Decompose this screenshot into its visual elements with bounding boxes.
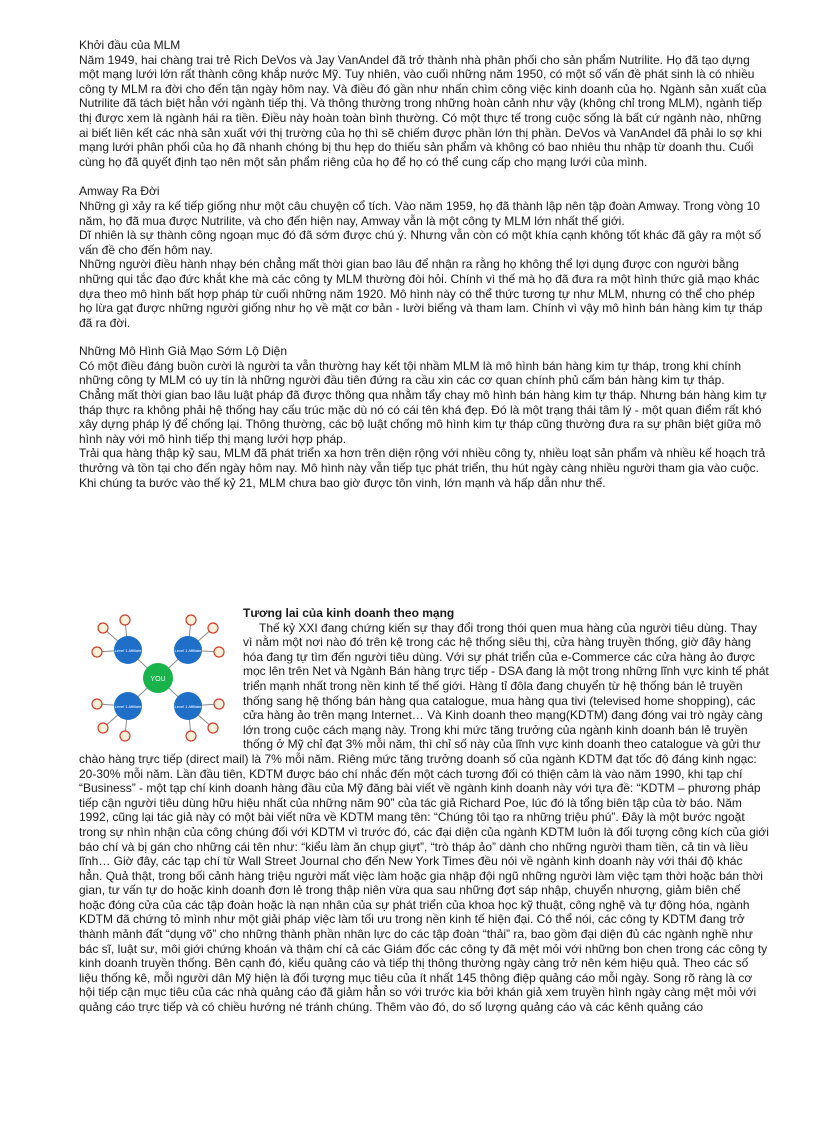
section-heading: Những Mô Hình Giả Mạo Sớm Lộ Diện <box>79 344 287 359</box>
center-label: YOU <box>150 676 166 683</box>
paragraph: Những gì xảy ra kế tiếp giống như một câu chuyện cổ tích. Vào năm 1959, họ đã thành lập nên tập đoàn Amway. Trong vòng 10 năm, họ đã mua được Nutrilite, và cho đến hiện nay, Amway vẫn là một công ty MLM lớn nhất thế giới. <box>79 198 760 228</box>
section-amway <box>79 184 769 330</box>
paragraph: Có một điều đáng buồn cười là người ta vẫn thường hay kết tội nhầm MLM là mô hình bán hàng kim tự tháp, trong khi chính những công ty MLM có uy tín là những người đầu tiên đứng ra cầu xin các cơ quan chính phủ cấm bán hàng kim tự tháp. <box>79 358 742 388</box>
network-diagram <box>83 612 233 744</box>
section-fake-models <box>79 344 769 490</box>
section-heading: Khởi đầu của MLM <box>79 38 181 52</box>
node-label: Level 1 Affiliate <box>114 648 142 653</box>
node-label: Level 1 Affiliate <box>114 704 142 709</box>
section-heading: Amway Ra Đời <box>79 184 160 199</box>
section-future <box>79 606 769 1015</box>
node-label: Level 1 Affiliate <box>174 704 202 709</box>
document-page <box>79 38 769 490</box>
paragraph: Dĩ nhiên là sự thành công ngoạn mục đó đã sớm được chú ý. Nhưng vẫn còn có một khía cạnh không tốt khác đã gây ra một số vấn đề cho đến hôm nay. <box>79 228 762 257</box>
section-title: Tương lai của kinh doanh theo mạng <box>243 606 455 620</box>
section-mlm-origin <box>79 38 769 169</box>
node-label: Level 1 Affiliate <box>174 648 202 653</box>
paragraph: Những người điều hành nhạy bén chẳng mất thời gian bao lâu để nhận ra rằng họ không thể lợi dụng được con người bằng những qui tắc đạo đức khắt khe mà các công ty MLM thường đòi hỏi. Chính vì thế mà họ đã đưa ra một hình thức giả mạo khác dựa theo mô hình bất hợp pháp từ cuối những năm 1920. Mô hình này có thể thức tương tự như MLM, nhưng có thể cho phép họ lừa gạt được những người giống như họ về mặt cơ bản - lười biếng và tham lam. Chính vì vậy mô hình bán hàng kim tự tháp đã ra đời. <box>79 257 763 330</box>
paragraph: Trải qua hàng thập kỷ sau, MLM đã phát triển xa hơn trên diện rộng với nhiều công ty, nhiều loạt sản phẩm và nhiều kế hoạch trả thưởng và tồn tại cho đến ngày hôm nay. Mô hình này vẫn tiếp tục phát triển, thu hút ngày càng nhiều người tham gia vào cuộc. Khi chúng ta bước vào thế kỷ 21, MLM chưa bao giờ được tôn vinh, lớn mạnh và hấp dẫn như thế. <box>79 446 766 490</box>
paragraph: Năm 1949, hai chàng trai trẻ Rich DeVos và Jay VanAndel đã trở thành nhà phân phối cho sản phẩm Nutrilite. Họ đã tạo dựng một mạng lưới lớn rất thành công khắp nước Mỹ. Tuy nhiên, vào cuối những năm 1950, có một số vấn đề phát sinh là có nhiều công ty MLM ra đời cho đến tận ngày hôm nay. Và điều đó gần như nhấn chìm công việc kinh doanh của họ. Ngành sản xuất của Nutrilite đã tách biệt hẳn với ngành tiếp thị. Và thông thường trong những hoàn cảnh như vậy (không chỉ trong MLM), ngành tiếp thị được xem là ngành hái ra tiền. Điều này hoàn toàn bình thường. Có một thực tế trong cuộc sống là bất cứ ngành nào, những ai biết liên kết các nhà sản xuất với thị trường của họ thì sẽ chiếm được phần lớn thị phần. DeVos và VanAndel đã phải lo sợ khi mạng lưới phân phối của họ đã nhanh chóng bị thu hẹp do thiếu sản phẩm và không có bao nhiêu thu nhập từ doanh thu. Cuối cùng họ đã quyết định tạo nên một sản phẩm riêng của họ để họ có thể cung cấp cho mạng lưới của mình. <box>79 52 767 169</box>
paragraph: Chẳng mất thời gian bao lâu luật pháp đã được thông qua nhằm tẩy chay mô hình bán hàng kim tự tháp. Nhưng bán hàng kim tự tháp thực ra không phải hệ thống hay cấu trúc mặc dù nó có cái tên khá đẹp. Đó là một trạng thái tâm lý - một quan điểm rất khó xây dựng pháp lý để chống lại. Thông thường, các bộ luật chống mô hình kim tự tháp cũng thường đưa ra sự phân biệt giữa mô hình này với mô hình tiếp thị mạng lưới hợp pháp. <box>79 388 767 446</box>
paragraph: Thế kỷ XXI đang chứng kiến sự thay đổi trong thói quen mua hàng của người tiêu dùng. Thay vì nằm một nơi nào đó trên kệ trong các hệ thống siêu thị, cửa hàng truyền thống, giờ đây hàng hóa đang tự tìm đến người tiêu dùng. Với sự phát triển của e-Commerce các cửa hàng ảo được mọc lên trên Net và Ngành Bán hàng trực tiếp - DSA đang là một trong những lĩnh vực kinh tế phát triển mạnh nhất trong nền kinh tế thế giới. Hàng tỉ đôla đang chuyển từ hệ thống bán lẻ truyền thống sang hệ thống bán hàng qua catalogue, mua hàng qua tivi (televised home shopping), các cửa hàng ảo trên mạng Internet… Và Kinh doanh theo mạng(KDTM) đang đóng vai trò ngày càng lớn trong cuộc cách mạng này. Trong khi mức tăng trưởng của ngành kinh doanh bán lẻ truyền thống ở Mỹ chỉ đạt 3% mỗi năm, thì chỉ số này của lĩnh vực kinh doanh theo catalogue và gửi thư chào hàng trực tiếp (direct mail) là 7% mỗi năm. Riêng mức tăng trưởng doanh số của ngành KDTM đạt tốc độ đáng kinh ngạc: 20-30% mỗi năm. Lần đầu tiên, KDTM được báo chí nhắc đến một cách tương đối có thiện cảm là vào năm 1990, khi tạp chí “Business” - một tạp chí kinh doanh hàng đầu của Mỹ đăng bài viết về ngành kinh doanh này với tựa đề: “KDTM – phương pháp tiếp cận người tiêu dùng hữu hiệu nhất của những năm 90” của tác giả Richard Poe, lúc đó là tổng biên tập của tờ báo. Năm 1992, cũng lại tác giả này có một bài viết nữa về KDTM mang tên: “Chúng tôi tạo ra những triệu phú”. Đây là một bước ngoặt trong sự nhìn nhận của công chúng đối với KDTM vì trước đó, các đại diện của ngành KDTM luôn là đối tượng công kích của giới báo chí và bị gán cho những cái tên như: “kiểu làm ăn chụp giựt”, “trò tháp ảo” dành cho những người tham tiền, cả tin và liều lĩnh… Giờ đây, các tạp chí từ Wall Street Journal cho đến New York Times đều nói về ngành kinh doanh này với thái độ khác hẳn. Quả thật, trong bối cảnh hàng triệu người mất việc làm hoặc gia nhập đội ngũ những người làm việc tạm thời hoặc bán thời gian, tư vấn tự do hoặc kinh doanh đơn lẻ trong thập niên vừa qua sau những đợt sáp nhập, chuyển nhượng, giảm biên chế hoặc đóng cửa của các tập đoàn hoặc là nạn nhân của sự phát triển của khoa học kỹ thuật, công nghệ và tự động hóa, ngành KDTM đã chứng tỏ mình như một giải pháp việc làm tối ưu trong nền kinh tế hiện đại. Có thể nói, các công ty KDTM đang trở thành mảnh đất “dụng võ” cho những thành phần nhân lực do các tập đoàn “thải” ra, bao gồm đại diện đủ các ngành nghề như bác sĩ, luật sư, môi giới chứng khoán và thậm chí cả các Giám đốc các công ty đã mệt mỏi với những bon chen trong các công ty kinh doanh truyền thống. Bên cạnh đó, kiểu quảng cáo và tiếp thị thông thường ngày càng trở nên kém hiệu quả. Theo các số liệu thống kê, mỗi người dân Mỹ hiện là đối tượng mục tiêu của ít nhất 145 thông điệp quảng cáo mỗi ngày. Song rõ ràng là cơ hội tiếp cận mục tiêu của các nhà quảng cáo đã giảm hẳn so với trước kia bởi khán giả xem truyền hình ngày càng mệt mỏi với quảng cáo trực tiếp và có chiều hướng né tránh chúng. Thêm vào đó, do số lượng quảng cáo và các kênh quảng cáo <box>79 620 769 1015</box>
